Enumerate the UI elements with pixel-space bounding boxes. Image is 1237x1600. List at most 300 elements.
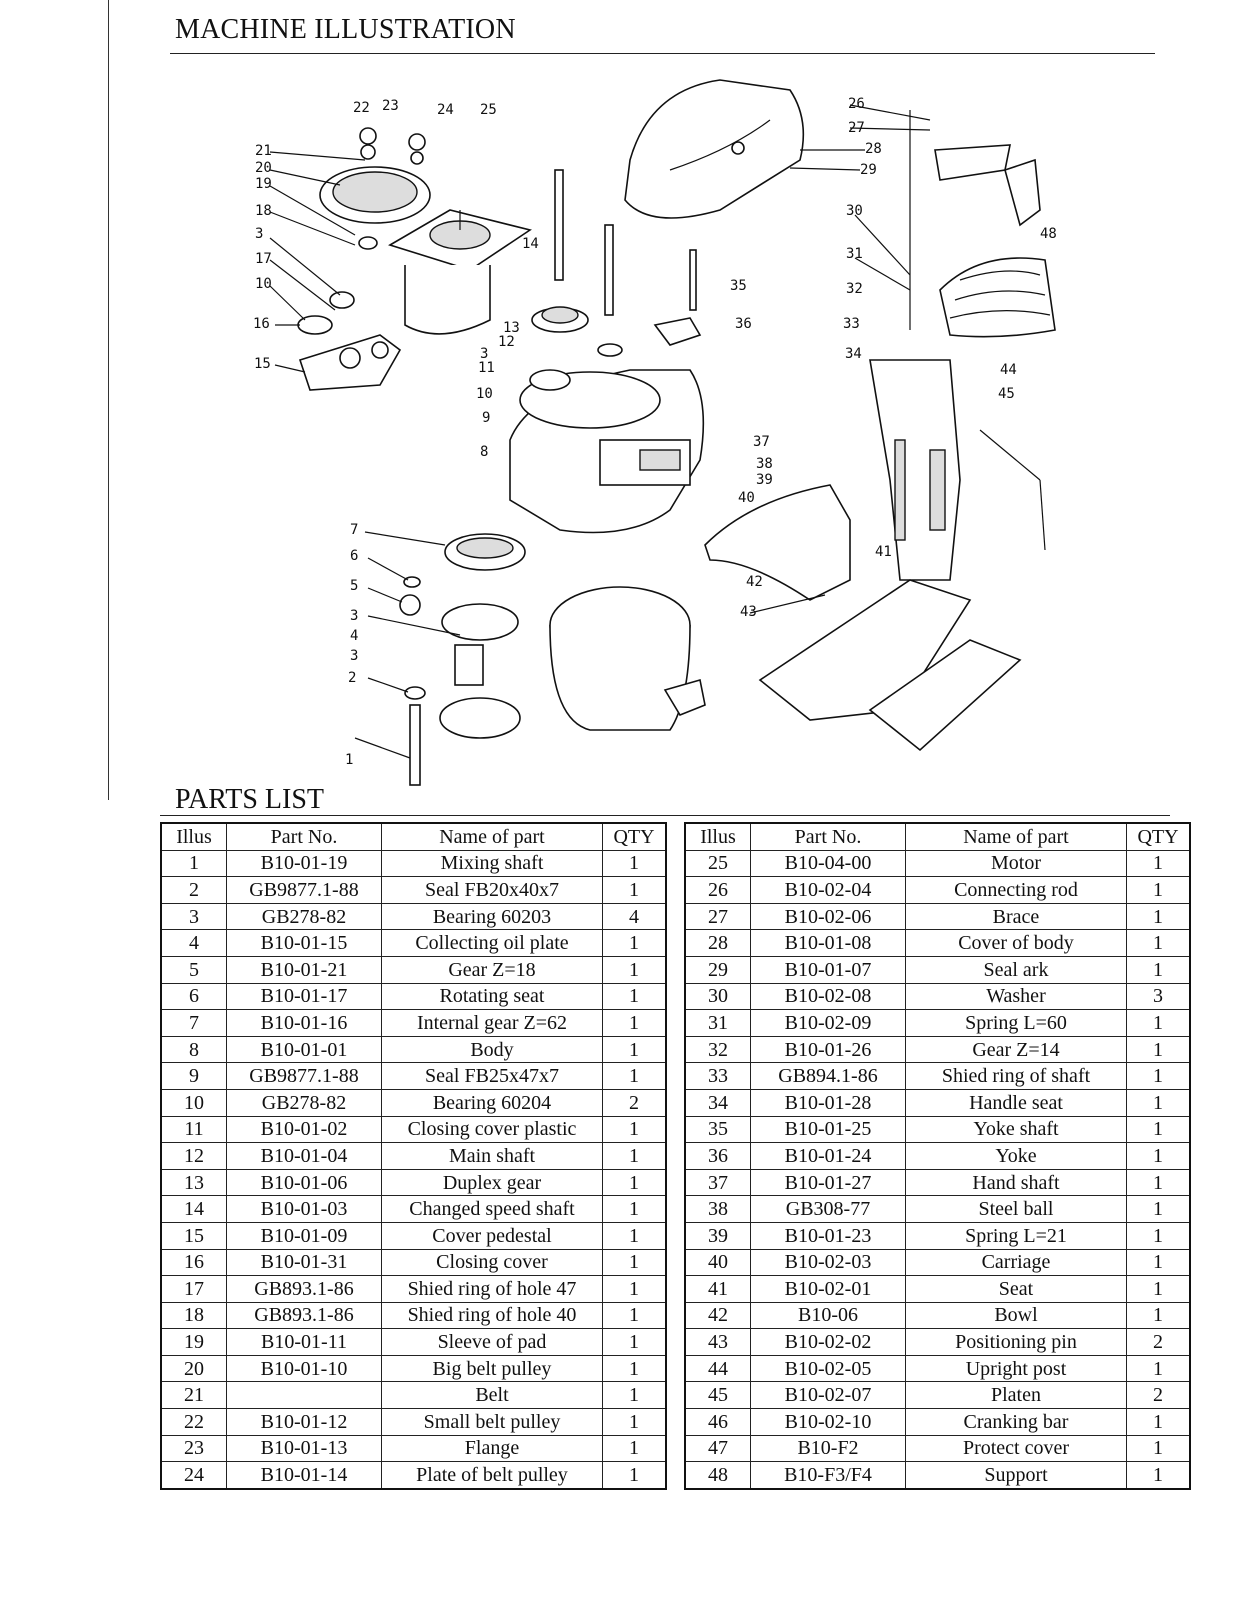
callout-24: 24: [437, 102, 454, 118]
cell-name: Upright post: [906, 1355, 1127, 1382]
cell-qty: 1: [1127, 1196, 1191, 1223]
cell-name: Big belt pulley: [382, 1355, 603, 1382]
callout-21: 21: [255, 143, 272, 159]
callout-7: 7: [350, 522, 359, 538]
callout-43: 43: [740, 604, 757, 620]
cell-part-no: B10-01-28: [751, 1089, 906, 1116]
cell-name: Yoke shaft: [906, 1116, 1127, 1143]
cell-name: Mixing shaft: [382, 850, 603, 877]
callout-30: 30: [846, 203, 863, 219]
cell-illus: 28: [685, 930, 751, 957]
cell-part-no: B10-02-03: [751, 1249, 906, 1276]
cell-part-no: B10-04-00: [751, 850, 906, 877]
cell-part-no: B10-01-01: [227, 1036, 382, 1063]
lower-gears-drawing: [400, 534, 525, 785]
cell-part-no: B10-01-21: [227, 956, 382, 983]
cell-qty: 1: [1127, 1063, 1191, 1090]
callout-27: 27: [848, 120, 865, 136]
table-row: [685, 1169, 1190, 1196]
cell-qty: 1: [603, 1143, 667, 1170]
cell-illus: 24: [161, 1462, 227, 1489]
body-drawing: [510, 370, 703, 533]
cell-illus: 3: [161, 903, 227, 930]
cell-part-no: B10-06: [751, 1302, 906, 1329]
parts-table-left: [160, 822, 667, 1490]
callout-31: 31: [846, 246, 863, 262]
cell-illus: 23: [161, 1435, 227, 1462]
cell-name: Bearing 60203: [382, 903, 603, 930]
table-row: [685, 1276, 1190, 1303]
cell-qty: 1: [1127, 850, 1191, 877]
cell-name: Yoke: [906, 1143, 1127, 1170]
cell-name: Collecting oil plate: [382, 930, 603, 957]
cell-illus: 38: [685, 1196, 751, 1223]
cell-qty: 2: [1127, 1329, 1191, 1356]
cell-part-no: B10-02-02: [751, 1329, 906, 1356]
cell-qty: 1: [603, 1382, 667, 1409]
callout-45: 45: [998, 386, 1015, 402]
cell-qty: 1: [603, 1116, 667, 1143]
cell-part-no: B10-02-08: [751, 983, 906, 1010]
cell-part-no: [227, 1382, 382, 1409]
table-row: [161, 1302, 666, 1329]
cell-part-no: GB9877.1-88: [227, 877, 382, 904]
cell-qty: 1: [1127, 1409, 1191, 1436]
table-row: [161, 1222, 666, 1249]
cell-name: Duplex gear: [382, 1169, 603, 1196]
cell-qty: 1: [1127, 1249, 1191, 1276]
cell-illus: 27: [685, 903, 751, 930]
cell-qty: 1: [1127, 1169, 1191, 1196]
cell-illus: 40: [685, 1249, 751, 1276]
cell-qty: 1: [603, 930, 667, 957]
cell-part-no: GB278-82: [227, 1089, 382, 1116]
cell-part-no: B10-01-14: [227, 1462, 382, 1489]
cell-part-no: B10-01-16: [227, 1010, 382, 1037]
cell-qty: 1: [603, 1249, 667, 1276]
cell-illus: 37: [685, 1169, 751, 1196]
cell-illus: 26: [685, 877, 751, 904]
cell-qty: 1: [603, 1222, 667, 1249]
cell-part-no: B10-01-09: [227, 1222, 382, 1249]
table-row: [161, 1063, 666, 1090]
cell-part-no: B10-01-27: [751, 1169, 906, 1196]
callout-20: 20: [255, 160, 272, 176]
cell-part-no: B10-01-25: [751, 1116, 906, 1143]
cell-qty: 1: [603, 1169, 667, 1196]
cell-name: Motor: [906, 850, 1127, 877]
cell-part-no: B10-02-07: [751, 1382, 906, 1409]
col-name: Name of part: [382, 823, 603, 850]
table-row: [161, 983, 666, 1010]
cell-illus: 41: [685, 1276, 751, 1303]
table-row: [161, 1382, 666, 1409]
cell-illus: 12: [161, 1143, 227, 1170]
cell-name: Main shaft: [382, 1143, 603, 1170]
callout-23: 23: [382, 98, 399, 114]
table-row: [685, 930, 1190, 957]
cell-illus: 48: [685, 1462, 751, 1489]
cell-illus: 36: [685, 1143, 751, 1170]
cell-qty: 1: [1127, 1276, 1191, 1303]
cell-name: Plate of belt pulley: [382, 1462, 603, 1489]
cell-name: Sleeve of pad: [382, 1329, 603, 1356]
cell-part-no: B10-01-24: [751, 1143, 906, 1170]
table-row: [161, 1276, 666, 1303]
table-row: [161, 1143, 666, 1170]
col-illus: Illus: [685, 823, 751, 850]
cell-name: Closing cover plastic: [382, 1116, 603, 1143]
table-row: [161, 1196, 666, 1223]
callout-36: 36: [735, 316, 752, 332]
parts-list-heading: PARTS LIST: [175, 784, 324, 815]
callout-5: 5: [350, 578, 359, 594]
cell-name: Belt: [382, 1382, 603, 1409]
table-row: [685, 877, 1190, 904]
cell-illus: 22: [161, 1409, 227, 1436]
cell-name: Gear Z=14: [906, 1036, 1127, 1063]
cell-illus: 8: [161, 1036, 227, 1063]
cell-qty: 1: [1127, 1036, 1191, 1063]
cell-illus: 32: [685, 1036, 751, 1063]
cell-part-no: GB9877.1-88: [227, 1063, 382, 1090]
cell-illus: 21: [161, 1382, 227, 1409]
table-row: [685, 850, 1190, 877]
cell-qty: 1: [1127, 1462, 1191, 1489]
table-row: [685, 1089, 1190, 1116]
table-row: [685, 903, 1190, 930]
cell-part-no: B10-01-15: [227, 930, 382, 957]
callout-6: 6: [350, 548, 359, 564]
col-qty: QTY: [1127, 823, 1191, 850]
cell-illus: 31: [685, 1010, 751, 1037]
motor-drawing: [390, 210, 530, 334]
callout-13: 13: [503, 320, 520, 336]
callout-18: 18: [255, 203, 272, 219]
col-part-no: Part No.: [751, 823, 906, 850]
cell-qty: 1: [603, 1010, 667, 1037]
callout-3c: 3: [255, 226, 264, 242]
cell-illus: 1: [161, 850, 227, 877]
cell-name: Seal FB25x47x7: [382, 1063, 603, 1090]
cell-name: Handle seat: [906, 1089, 1127, 1116]
cell-part-no: B10-01-19: [227, 850, 382, 877]
cell-name: Bearing 60204: [382, 1089, 603, 1116]
carriage-and-stand-drawing: [705, 110, 1045, 750]
cell-name: Spring L=60: [906, 1010, 1127, 1037]
cell-part-no: B10-01-06: [227, 1169, 382, 1196]
table-row: [161, 1116, 666, 1143]
cell-name: Body: [382, 1036, 603, 1063]
cell-qty: 4: [603, 903, 667, 930]
callout-41: 41: [875, 544, 892, 560]
cell-illus: 15: [161, 1222, 227, 1249]
cell-illus: 30: [685, 983, 751, 1010]
callout-2: 2: [348, 670, 357, 686]
exploded-view-diagram: [110, 60, 1190, 800]
cell-name: Seat: [906, 1276, 1127, 1303]
callout-32: 32: [846, 281, 863, 297]
cell-qty: 1: [1127, 1143, 1191, 1170]
cell-name: Steel ball: [906, 1196, 1127, 1223]
cell-illus: 44: [685, 1355, 751, 1382]
table-row: [161, 1036, 666, 1063]
cell-name: Cover pedestal: [382, 1222, 603, 1249]
cell-qty: 1: [603, 1196, 667, 1223]
cell-illus: 43: [685, 1329, 751, 1356]
cell-name: Cover of body: [906, 930, 1127, 957]
callout-33: 33: [843, 316, 860, 332]
table-row: [161, 1249, 666, 1276]
table-row: [685, 983, 1190, 1010]
callout-3a: 3: [350, 648, 359, 664]
cell-name: Carriage: [906, 1249, 1127, 1276]
cell-part-no: B10-02-05: [751, 1355, 906, 1382]
cell-illus: 2: [161, 877, 227, 904]
table-row: [685, 1462, 1190, 1489]
table-row: [161, 1010, 666, 1037]
cell-part-no: B10-01-10: [227, 1355, 382, 1382]
cell-part-no: B10-01-17: [227, 983, 382, 1010]
cell-qty: 1: [1127, 1222, 1191, 1249]
parts-list-divider: [160, 815, 1170, 816]
cell-illus: 14: [161, 1196, 227, 1223]
cell-part-no: B10-F3/F4: [751, 1462, 906, 1489]
cell-name: Seal FB20x40x7: [382, 877, 603, 904]
cell-qty: 2: [603, 1089, 667, 1116]
cell-part-no: B10-02-06: [751, 903, 906, 930]
cell-illus: 25: [685, 850, 751, 877]
cell-qty: 3: [1127, 983, 1191, 1010]
cell-part-no: B10-01-11: [227, 1329, 382, 1356]
cell-qty: 1: [1127, 1355, 1191, 1382]
callout-10b: 10: [476, 386, 493, 402]
callout-26: 26: [848, 96, 865, 112]
cell-illus: 4: [161, 930, 227, 957]
cell-part-no: B10-02-01: [751, 1276, 906, 1303]
cell-part-no: B10-02-10: [751, 1409, 906, 1436]
col-qty: QTY: [603, 823, 667, 850]
cell-qty: 1: [1127, 930, 1191, 957]
cell-illus: 39: [685, 1222, 751, 1249]
callout-48: 48: [1040, 226, 1057, 242]
cell-qty: 2: [1127, 1382, 1191, 1409]
table-row: [161, 1409, 666, 1436]
callout-3b: 3: [350, 608, 359, 624]
margin-rule: [108, 0, 109, 800]
cell-part-no: B10-02-09: [751, 1010, 906, 1037]
cell-name: Spring L=21: [906, 1222, 1127, 1249]
cell-qty: 1: [603, 877, 667, 904]
callout-14: 14: [522, 236, 539, 252]
table-row: [685, 1222, 1190, 1249]
machine-illustration-heading: MACHINE ILLUSTRATION: [175, 14, 516, 45]
cell-part-no: GB308-77: [751, 1196, 906, 1223]
callout-9: 9: [482, 410, 491, 426]
cell-qty: 1: [603, 1409, 667, 1436]
table-row: [161, 877, 666, 904]
table-row: [685, 1036, 1190, 1063]
cell-part-no: B10-F2: [751, 1435, 906, 1462]
cell-name: Changed speed shaft: [382, 1196, 603, 1223]
cell-name: Shied ring of hole 47: [382, 1276, 603, 1303]
cell-illus: 10: [161, 1089, 227, 1116]
table-row: [685, 1143, 1190, 1170]
cell-qty: 1: [1127, 1089, 1191, 1116]
table-row: [161, 1089, 666, 1116]
table-row: [685, 1010, 1190, 1037]
callout-19: 19: [255, 176, 272, 192]
table-row: [161, 1169, 666, 1196]
table-row: [685, 1116, 1190, 1143]
cell-qty: 1: [1127, 956, 1191, 983]
table-row: [685, 956, 1190, 983]
table-row: [161, 903, 666, 930]
table-row: [685, 1382, 1190, 1409]
pulley-assembly: [298, 128, 430, 390]
cell-name: Bowl: [906, 1302, 1127, 1329]
cell-qty: 1: [1127, 1435, 1191, 1462]
cover-of-body-drawing: [625, 80, 803, 218]
cell-illus: 7: [161, 1010, 227, 1037]
table-row: [161, 1355, 666, 1382]
cell-part-no: GB893.1-86: [227, 1302, 382, 1329]
cell-part-no: B10-01-13: [227, 1435, 382, 1462]
cell-qty: 1: [1127, 903, 1191, 930]
callout-34: 34: [845, 346, 862, 362]
cell-part-no: GB278-82: [227, 903, 382, 930]
callout-15: 15: [254, 356, 271, 372]
table-row: [685, 1355, 1190, 1382]
table-row: [685, 1249, 1190, 1276]
table-header-row: [685, 823, 1190, 850]
callout-1: 1: [345, 752, 354, 768]
callout-42: 42: [746, 574, 763, 590]
callout-29: 29: [860, 162, 877, 178]
cell-illus: 13: [161, 1169, 227, 1196]
cell-illus: 29: [685, 956, 751, 983]
table-row: [161, 1462, 666, 1489]
cell-part-no: B10-01-08: [751, 930, 906, 957]
callout-17: 17: [255, 251, 272, 267]
cell-part-no: B10-01-07: [751, 956, 906, 983]
cell-name: Brace: [906, 903, 1127, 930]
callout-11: 11: [478, 360, 495, 376]
cell-qty: 1: [603, 850, 667, 877]
cell-name: Internal gear Z=62: [382, 1010, 603, 1037]
table-row: [685, 1329, 1190, 1356]
cell-qty: 1: [603, 1036, 667, 1063]
cell-illus: 34: [685, 1089, 751, 1116]
cell-illus: 9: [161, 1063, 227, 1090]
cell-qty: 1: [603, 1276, 667, 1303]
cell-qty: 1: [603, 956, 667, 983]
callout-8: 8: [480, 444, 489, 460]
cell-qty: 1: [603, 1329, 667, 1356]
cell-name: Connecting rod: [906, 877, 1127, 904]
cell-illus: 47: [685, 1435, 751, 1462]
callout-39: 39: [756, 472, 773, 488]
table-row: [685, 1302, 1190, 1329]
cell-name: Flange: [382, 1435, 603, 1462]
cell-illus: 20: [161, 1355, 227, 1382]
cell-name: Support: [906, 1462, 1127, 1489]
cell-qty: 1: [603, 1063, 667, 1090]
cell-part-no: B10-01-26: [751, 1036, 906, 1063]
cell-part-no: B10-01-03: [227, 1196, 382, 1223]
cell-name: Platen: [906, 1382, 1127, 1409]
table-header-row: [161, 823, 666, 850]
cell-qty: 1: [1127, 1116, 1191, 1143]
cell-illus: 42: [685, 1302, 751, 1329]
callout-28: 28: [865, 141, 882, 157]
cell-illus: 33: [685, 1063, 751, 1090]
callout-4: 4: [350, 628, 359, 644]
callout-12: 12: [498, 334, 515, 350]
callout-35: 35: [730, 278, 747, 294]
cell-name: Gear Z=18: [382, 956, 603, 983]
cell-name: Cranking bar: [906, 1409, 1127, 1436]
cell-name: Positioning pin: [906, 1329, 1127, 1356]
cell-name: Seal ark: [906, 956, 1127, 983]
bowl-drawing: [550, 587, 705, 730]
table-row: [685, 1409, 1190, 1436]
table-row: [161, 1435, 666, 1462]
cell-illus: 5: [161, 956, 227, 983]
callout-25: 25: [480, 102, 497, 118]
cell-name: Closing cover: [382, 1249, 603, 1276]
cell-name: Rotating seat: [382, 983, 603, 1010]
cell-qty: 1: [1127, 877, 1191, 904]
table-row: [685, 1435, 1190, 1462]
table-row: [161, 930, 666, 957]
cell-illus: 11: [161, 1116, 227, 1143]
cell-part-no: B10-01-23: [751, 1222, 906, 1249]
callout-22: 22: [353, 100, 370, 116]
table-row: [161, 1329, 666, 1356]
cell-name: Shied ring of shaft: [906, 1063, 1127, 1090]
callout-16: 16: [253, 316, 270, 332]
table-row: [685, 1063, 1190, 1090]
cell-illus: 6: [161, 983, 227, 1010]
cell-illus: 19: [161, 1329, 227, 1356]
cell-qty: 1: [603, 983, 667, 1010]
cell-qty: 1: [603, 1302, 667, 1329]
cell-name: Small belt pulley: [382, 1409, 603, 1436]
parts-table-right: [684, 822, 1191, 1490]
cell-illus: 17: [161, 1276, 227, 1303]
cell-illus: 46: [685, 1409, 751, 1436]
callout-3d: 3: [480, 346, 489, 362]
table-row: [161, 956, 666, 983]
callout-40: 40: [738, 490, 755, 506]
cell-qty: 1: [603, 1355, 667, 1382]
col-part-no: Part No.: [227, 823, 382, 850]
cell-illus: 18: [161, 1302, 227, 1329]
cell-qty: 1: [1127, 1302, 1191, 1329]
cell-name: Hand shaft: [906, 1169, 1127, 1196]
cell-part-no: B10-01-12: [227, 1409, 382, 1436]
cell-name: Washer: [906, 983, 1127, 1010]
cell-illus: 35: [685, 1116, 751, 1143]
table-row: [161, 850, 666, 877]
callout-38: 38: [756, 456, 773, 472]
table-row: [685, 1196, 1190, 1223]
protect-cover-drawing: [935, 145, 1055, 337]
cell-part-no: B10-01-02: [227, 1116, 382, 1143]
cell-part-no: GB894.1-86: [751, 1063, 906, 1090]
cell-part-no: B10-01-04: [227, 1143, 382, 1170]
